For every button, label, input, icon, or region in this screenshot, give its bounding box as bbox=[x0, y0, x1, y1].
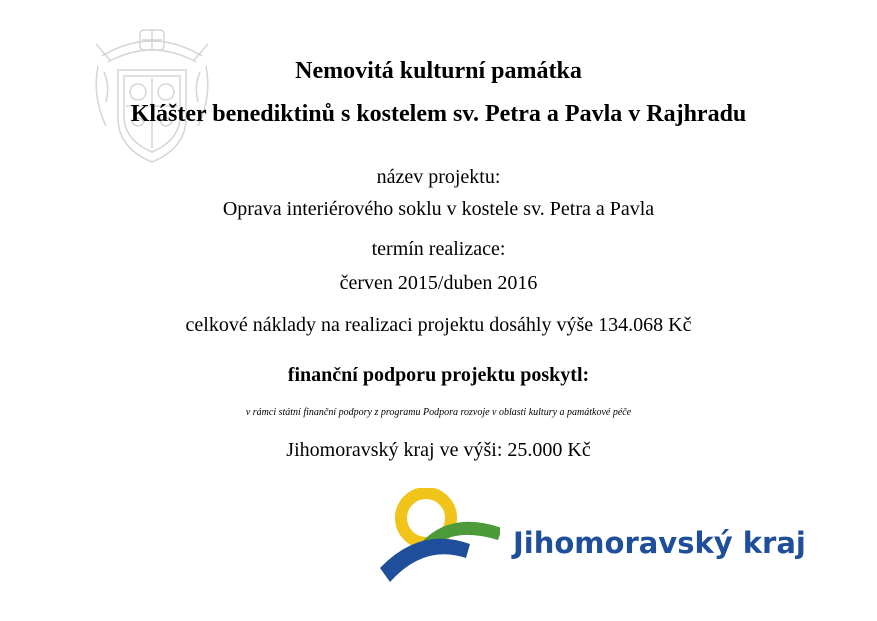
logo-wordmark: Jihomoravský kraj bbox=[513, 526, 806, 560]
project-costs: celkové náklady na realizaci projektu dosáhly výše 134.068 Kč bbox=[185, 314, 692, 336]
heading-title-line-1: Nemovitá kulturní památka bbox=[295, 58, 582, 84]
term-label: termín realizace: bbox=[371, 238, 506, 260]
project-name-value: Oprava interiérového soklu v kostele sv. Petra a Pavla bbox=[222, 198, 655, 220]
support-amount: Jihomoravský kraj ve výši: 25.000 Kč bbox=[286, 439, 591, 461]
support-program-note: v rámci státní finanční podpory z programu Podpora rozvoje v oblasti kultury a památkové péče bbox=[245, 407, 632, 418]
term-value: červen 2015/duben 2016 bbox=[339, 272, 538, 294]
support-heading: finanční podporu projektu poskytl: bbox=[287, 364, 590, 386]
coat-of-arms-icon bbox=[88, 26, 216, 166]
jihomoravsky-kraj-logo-icon bbox=[380, 488, 500, 584]
heading-title-line-2: Klášter benediktinů s kostelem sv. Petra a Pavla v Rajhradu bbox=[130, 101, 747, 127]
project-name-label: název projektu: bbox=[376, 166, 501, 188]
